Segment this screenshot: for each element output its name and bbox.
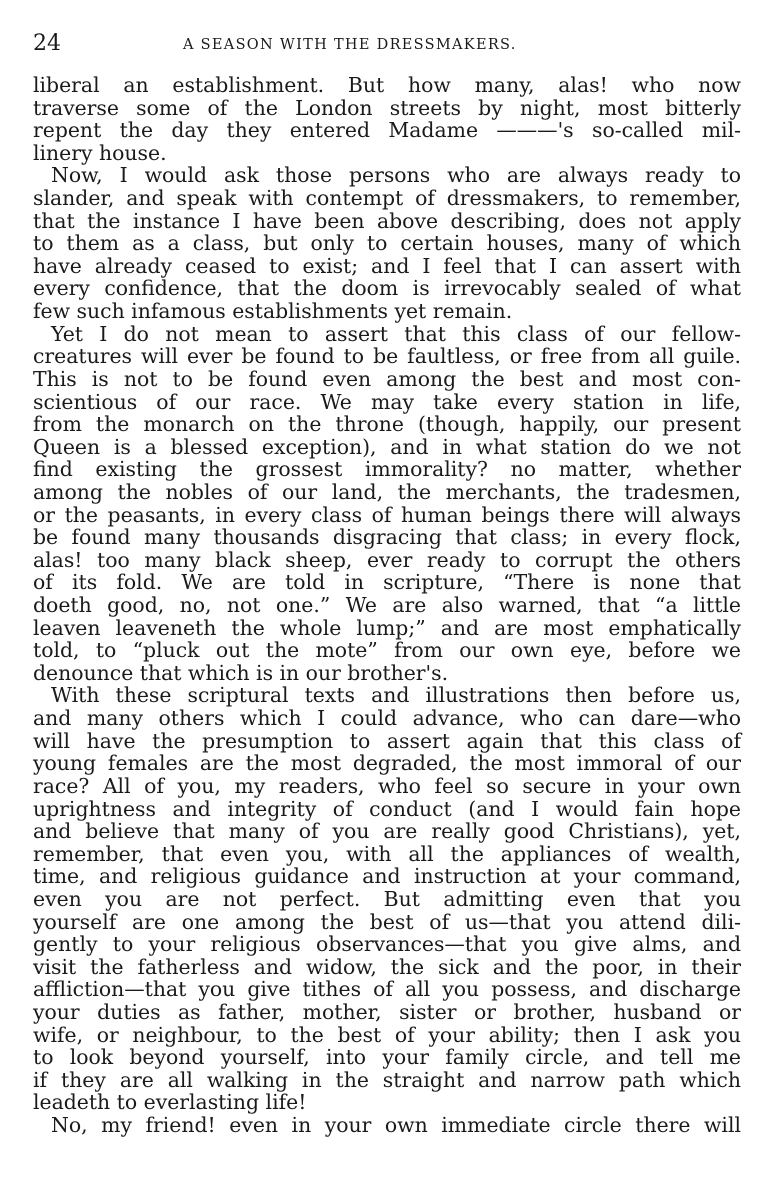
text-line: No, my friend! even in your own immediate circle there will (51, 1113, 741, 1138)
text-line: Now, I would ask those persons who are always ready to (51, 163, 741, 188)
text-line: even you are not perfect. But admitting even that you (33, 886, 741, 911)
text-line: time, and religious guidance and instruction at your command, (33, 864, 741, 889)
text-line: young females are the most degraded, the most immoral of our (33, 751, 741, 776)
text-line: few such infamous establishments yet remain. (33, 299, 513, 324)
text-line: This is not to be found even among the best and most con- (33, 366, 741, 391)
text-line: Yet I do not mean to assert that this class of our fellow- (51, 321, 741, 346)
text-line: liberal an establishment. But how many, alas! who now (33, 73, 741, 97)
text-line: to them as a class, but only to certain houses, many of which (33, 231, 741, 256)
text-line: or the peasants, in every class of human beings there will always (33, 502, 741, 527)
text-line: linery house. (33, 140, 167, 165)
text-line: scientious of our race. We may take every station in life, (33, 389, 741, 414)
running-head: A SEASON WITH THE DRESSMAKERS. (183, 37, 517, 53)
text-line: remember, that even you, with all the appliances of wealth, (33, 841, 741, 866)
text-line: to look beyond yourself, into your family circle, and tell me (33, 1045, 741, 1070)
text-line: of its fold. We are told in scripture, “There is none that (33, 570, 741, 595)
text-line: from the monarch on the throne (though, happily, our present (33, 412, 741, 437)
text-line: slander, and speak with contempt of dressmakers, to remember, (33, 186, 741, 211)
text-line: gently to your religious observances—that you give alms, and (33, 932, 741, 957)
text-line: wife, or neighbour, to the best of your ability; then I ask you (33, 1022, 741, 1047)
text-line: be found many thousands disgracing that class; in every flock, (33, 525, 741, 550)
text-line: have already ceased to exist; and I feel that I can assert with (33, 253, 741, 278)
body-text (33, 74, 741, 1137)
text-line: and believe that many of you are really good Christians), yet, (33, 819, 741, 844)
text-line: race? All of you, my readers, who feel so secure in your own (33, 773, 741, 798)
text-line: among the nobles of our land, the merchants, the tradesmen, (33, 479, 741, 504)
text-line: your duties as father, mother, sister or brother, husband or (33, 999, 741, 1024)
text-line: will have the presumption to assert again that this class of (33, 728, 741, 753)
page-header (33, 30, 743, 60)
text-line: that the instance I have been above describing, does not apply (33, 208, 741, 233)
text-line: doeth good, no, not one.” We are also warned, that “a little (33, 593, 741, 618)
text-line: creatures will ever be found to be faultless, or free from all guile. (33, 344, 741, 369)
text-line: leadeth to everlasting life! (33, 1090, 307, 1115)
text-line: told, to “pluck out the mote” from our own eye, before we (33, 638, 741, 663)
text-line: visit the fatherless and widow, the sick and the poor, in their (33, 954, 741, 979)
text-line: affliction—that you give tithes of all you possess, and discharge (33, 977, 741, 1002)
text-line: alas! too many black sheep, ever ready to corrupt the others (33, 547, 741, 572)
text-line: if they are all walking in the straight and narrow path which (33, 1067, 741, 1092)
text-line: every confidence, that the doom is irrevocably sealed of what (33, 276, 741, 301)
text-line: denounce that which is in our brother's. (33, 660, 449, 685)
text-line: find existing the grossest immorality? no matter, whether (33, 457, 741, 482)
page-number: 24 (33, 31, 61, 56)
text-line: and many others which I could advance, who can dare—who (33, 706, 741, 731)
text-line: With these scriptural texts and illustrations then before us, (51, 683, 741, 708)
text-line: repent the day they entered Madame ———'s so-called mil- (33, 118, 741, 143)
text-line: Queen is a blessed exception), and in what station do we not (33, 434, 741, 459)
text-line: uprightness and integrity of conduct (and I would fain hope (33, 796, 741, 821)
text-line: traverse some of the London streets by night, most bitterly (33, 95, 741, 120)
text-line: leaven leaveneth the whole lump;” and are most emphatically (33, 615, 741, 640)
text-line: yourself are one among the best of us—that you attend dili- (33, 909, 741, 934)
